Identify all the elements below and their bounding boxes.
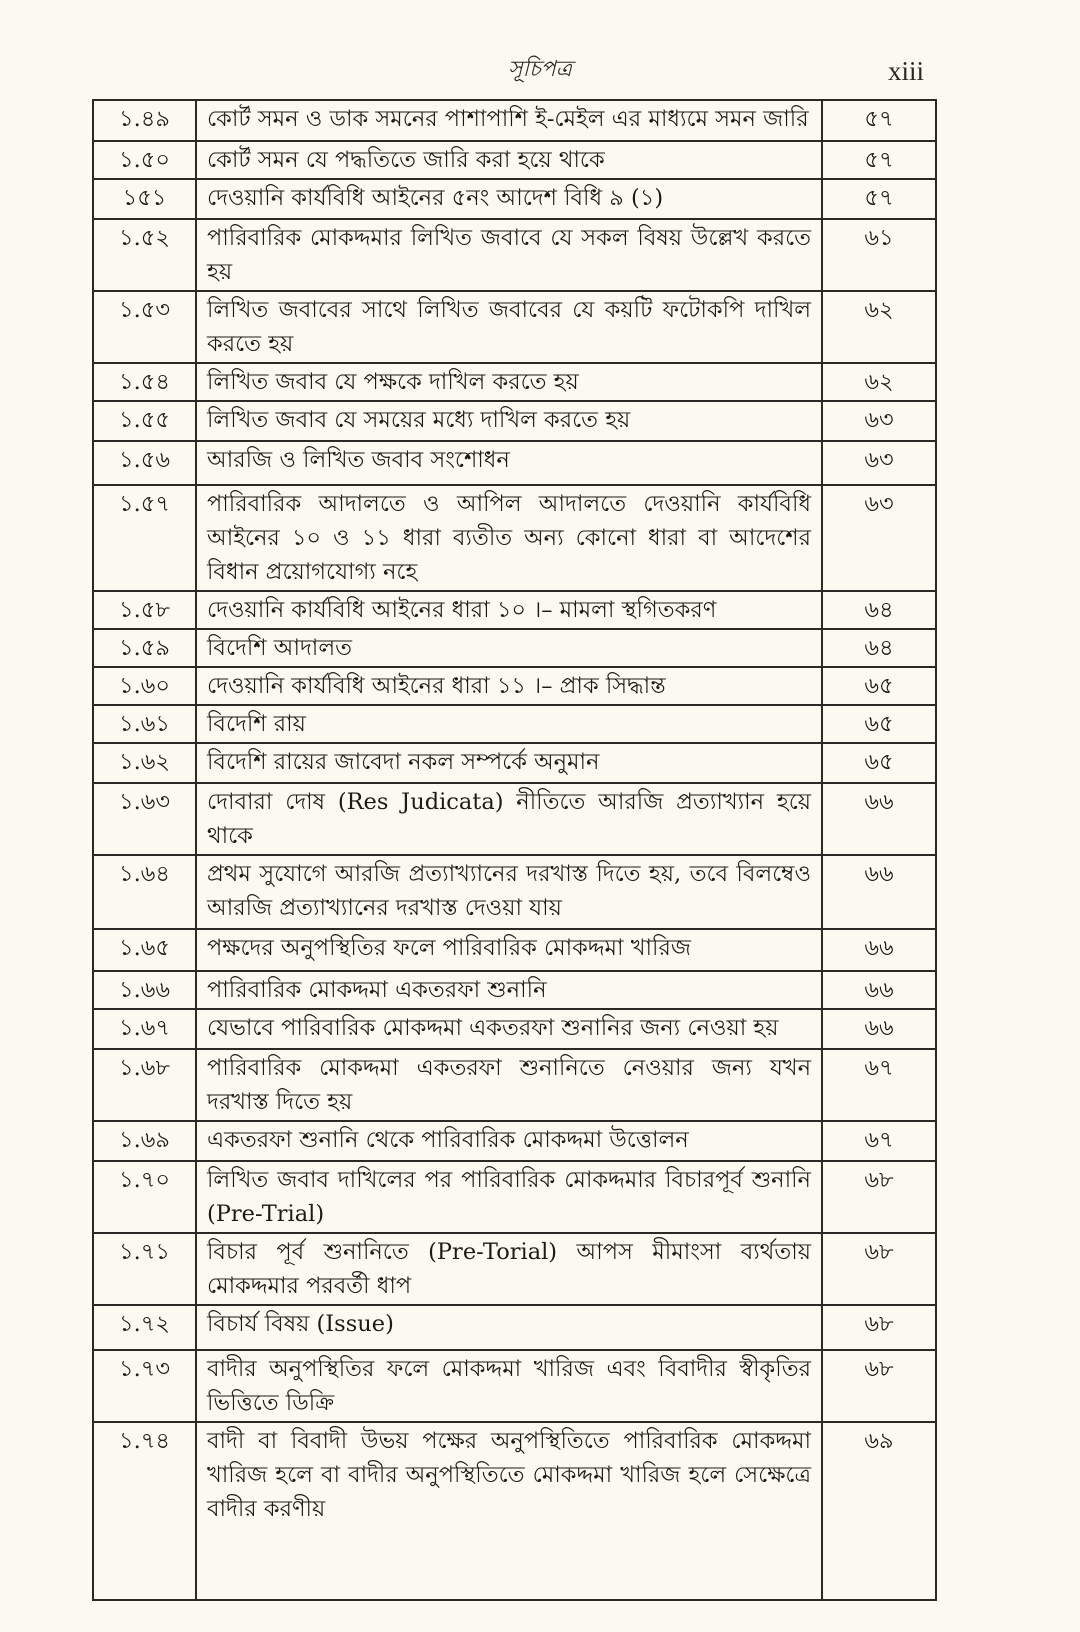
toc-section-number: ১.৭২ (93, 1305, 196, 1350)
toc-page-number: ৬৫ (822, 743, 936, 783)
toc-row (93, 441, 936, 485)
toc-entry-title: যেভাবে পারিবারিক মোকদ্দমা একতরফা শুনানির জন্য নেওয়া হয় (196, 1009, 822, 1049)
toc-section-number: ১.৬৪ (93, 855, 196, 929)
toc-row (93, 1305, 936, 1350)
toc-page-number: ৬২ (822, 363, 936, 401)
toc-section-number: ১.৫৫ (93, 401, 196, 441)
toc-page-number: ৬৮ (822, 1305, 936, 1350)
toc-row (93, 485, 936, 591)
toc-row (93, 1233, 936, 1305)
toc-entry-title: লিখিত জবাবের সাথে লিখিত জবাবের যে কয়টি ফটোকপি দাখিল করতে হয় (196, 291, 822, 363)
toc-page-number: ৬৮ (822, 1350, 936, 1422)
toc-entry-title: দেওয়ানি কার্যবিধি আইনের ৫নং আদেশ বিধি ৯ (১) (196, 179, 822, 219)
toc-row (93, 591, 936, 629)
toc-section-number: ১.৭৩ (93, 1350, 196, 1422)
toc-row (93, 1049, 936, 1121)
toc-page-number: ৬৩ (822, 401, 936, 441)
toc-section-number: ১.৬৩ (93, 783, 196, 855)
toc-row (93, 705, 936, 743)
toc-page-number: ৬৬ (822, 855, 936, 929)
toc-row (93, 929, 936, 971)
toc-page-number: ৫৭ (822, 141, 936, 179)
toc-row (93, 1161, 936, 1233)
toc-section-number: ১.৬৬ (93, 971, 196, 1009)
toc-page-number: ৬৭ (822, 1049, 936, 1121)
toc-row (93, 100, 936, 141)
toc-row (93, 141, 936, 179)
toc-row (93, 291, 936, 363)
toc-section-number: ১.৫৪ (93, 363, 196, 401)
toc-entry-title: বিচার পূর্ব শুনানিতে (Pre-Torial) আপস মীমাংসা ব্যর্থতায় মোকদ্দমার পরবর্তী ধাপ (196, 1233, 822, 1305)
toc-row (93, 667, 936, 705)
toc-page-number: ৬৩ (822, 441, 936, 485)
toc-page-number: ৬৮ (822, 1233, 936, 1305)
toc-entry-title: কোর্ট সমন যে পদ্ধতিতে জারি করা হয়ে থাকে (196, 141, 822, 179)
toc-entry-title: পারিবারিক মোকদ্দমা একতরফা শুনানি (196, 971, 822, 1009)
toc-page-number: ৬৩ (822, 485, 936, 591)
toc-entry-title: দেওয়ানি কার্যবিধি আইনের ধারা ১০ ।– মামলা স্থগিতকরণ (196, 591, 822, 629)
toc-section-number: ১.৫৬ (93, 441, 196, 485)
toc-entry-title: লিখিত জবাব যে পক্ষকে দাখিল করতে হয় (196, 363, 822, 401)
toc-section-number: ১.৭৪ (93, 1422, 196, 1600)
toc-section-number: ১৫১ (93, 179, 196, 219)
toc-entry-title: বিচার্য বিষয় (Issue) (196, 1305, 822, 1350)
page-number: xiii (888, 56, 925, 86)
toc-row (93, 401, 936, 441)
toc-entry-title: বিদেশি রায় (196, 705, 822, 743)
toc-row (93, 629, 936, 667)
toc-page-number: ৬৬ (822, 783, 936, 855)
toc-row (93, 1350, 936, 1422)
toc-entry-title: একতরফা শুনানি থেকে পারিবারিক মোকদ্দমা উত্তোলন (196, 1121, 822, 1161)
toc-row (93, 855, 936, 929)
running-header-title: সূচিপত্র (508, 57, 572, 82)
toc-page-number: ৬১ (822, 219, 936, 291)
toc-entry-title: পারিবারিক আদালতে ও আপিল আদালতে দেওয়ানি কার্যবিধি আইনের ১০ ও ১১ ধারা ব্যতীত অন্য কোনো ধারা বা আদেশের বিধান প্রয়োগযোগ্য নহে (196, 485, 822, 591)
toc-page-number: ৬৪ (822, 591, 936, 629)
toc-section-number: ১.৬২ (93, 743, 196, 783)
toc-entry-title: বিদেশি আদালত (196, 629, 822, 667)
toc-section-number: ১.৫৭ (93, 485, 196, 591)
toc-row (93, 1121, 936, 1161)
toc-page-number: ৬৯ (822, 1422, 936, 1600)
toc-section-number: ১.৫৮ (93, 591, 196, 629)
toc-entry-title: দোবারা দোষ (Res Judicata) নীতিতে আরজি প্রত্যাখ্যান হয়ে থাকে (196, 783, 822, 855)
toc-entry-title: বাদী বা বিবাদী উভয় পক্ষের অনুপস্থিতিতে পারিবারিক মোকদ্দমা খারিজ হলে বা বাদীর অনুপস্থিতিতে মোকদ্দমা খারিজ হলে সেক্ষেত্রে বাদীর করণীয় (196, 1422, 822, 1600)
toc-section-number: ১.৬০ (93, 667, 196, 705)
toc-row (93, 783, 936, 855)
toc-section-number: ১.৫০ (93, 141, 196, 179)
toc-page-number: ৬৬ (822, 971, 936, 1009)
toc-section-number: ১.৪৯ (93, 100, 196, 141)
toc-entry-title: প্রথম সুযোগে আরজি প্রত্যাখ্যানের দরখাস্ত দিতে হয়, তবে বিলম্বেও আরজি প্রত্যাখ্যানের দরখাস্ত দেওয়া যায় (196, 855, 822, 929)
toc-row (93, 1009, 936, 1049)
toc-page-number: ৬৮ (822, 1161, 936, 1233)
toc-section-number: ১.৫৩ (93, 291, 196, 363)
toc-section-number: ১.৬৫ (93, 929, 196, 971)
toc-page-number: ৬৫ (822, 667, 936, 705)
toc-body (93, 100, 936, 1600)
toc-page-number: ৫৭ (822, 100, 936, 141)
toc-section-number: ১.৭০ (93, 1161, 196, 1233)
toc-section-number: ১.৬৯ (93, 1121, 196, 1161)
toc-row (93, 743, 936, 783)
toc-section-number: ১.৭১ (93, 1233, 196, 1305)
toc-row (93, 179, 936, 219)
toc-entry-title: আরজি ও লিখিত জবাব সংশোধন (196, 441, 822, 485)
toc-entry-title: পারিবারিক মোকদ্দমা একতরফা শুনানিতে নেওয়ার জন্য যখন দরখাস্ত দিতে হয় (196, 1049, 822, 1121)
toc-section-number: ১.৫২ (93, 219, 196, 291)
toc-entry-title: লিখিত জবাব যে সময়ের মধ্যে দাখিল করতে হয় (196, 401, 822, 441)
toc-page-number: ৬৬ (822, 929, 936, 971)
toc-page-number: ৬২ (822, 291, 936, 363)
toc-entry-title: পারিবারিক মোকদ্দমার লিখিত জবাবে যে সকল বিষয় উল্লেখ করতে হয় (196, 219, 822, 291)
toc-page-number: ৬৬ (822, 1009, 936, 1049)
toc-page-number: ৬৭ (822, 1121, 936, 1161)
toc-entry-title: বাদীর অনুপস্থিতির ফলে মোকদ্দমা খারিজ এবং বিবাদীর স্বীকৃতির ভিত্তিতে ডিক্রি (196, 1350, 822, 1422)
table-of-contents (92, 99, 937, 1601)
toc-entry-title: দেওয়ানি কার্যবিধি আইনের ধারা ১১ ।– প্রাক সিদ্ধান্ত (196, 667, 822, 705)
toc-entry-title: পক্ষদের অনুপস্থিতির ফলে পারিবারিক মোকদ্দমা খারিজ (196, 929, 822, 971)
toc-section-number: ১.৬১ (93, 705, 196, 743)
toc-row (93, 363, 936, 401)
toc-entry-title: লিখিত জবাব দাখিলের পর পারিবারিক মোকদ্দমার বিচারপূর্ব শুনানি (Pre-Trial) (196, 1161, 822, 1233)
toc-page-number: ৬৪ (822, 629, 936, 667)
toc-entry-title: বিদেশি রায়ের জাবেদা নকল সম্পর্কে অনুমান (196, 743, 822, 783)
toc-section-number: ১.৬৭ (93, 1009, 196, 1049)
toc-section-number: ১.৬৮ (93, 1049, 196, 1121)
toc-row (93, 1422, 936, 1600)
toc-row (93, 219, 936, 291)
toc-entry-title: কোর্ট সমন ও ডাক সমনের পাশাপাশি ই-মেইল এর মাধ্যমে সমন জারি (196, 100, 822, 141)
toc-page-number: ৬৫ (822, 705, 936, 743)
toc-page-number: ৫৭ (822, 179, 936, 219)
toc-section-number: ১.৫৯ (93, 629, 196, 667)
toc-row (93, 971, 936, 1009)
